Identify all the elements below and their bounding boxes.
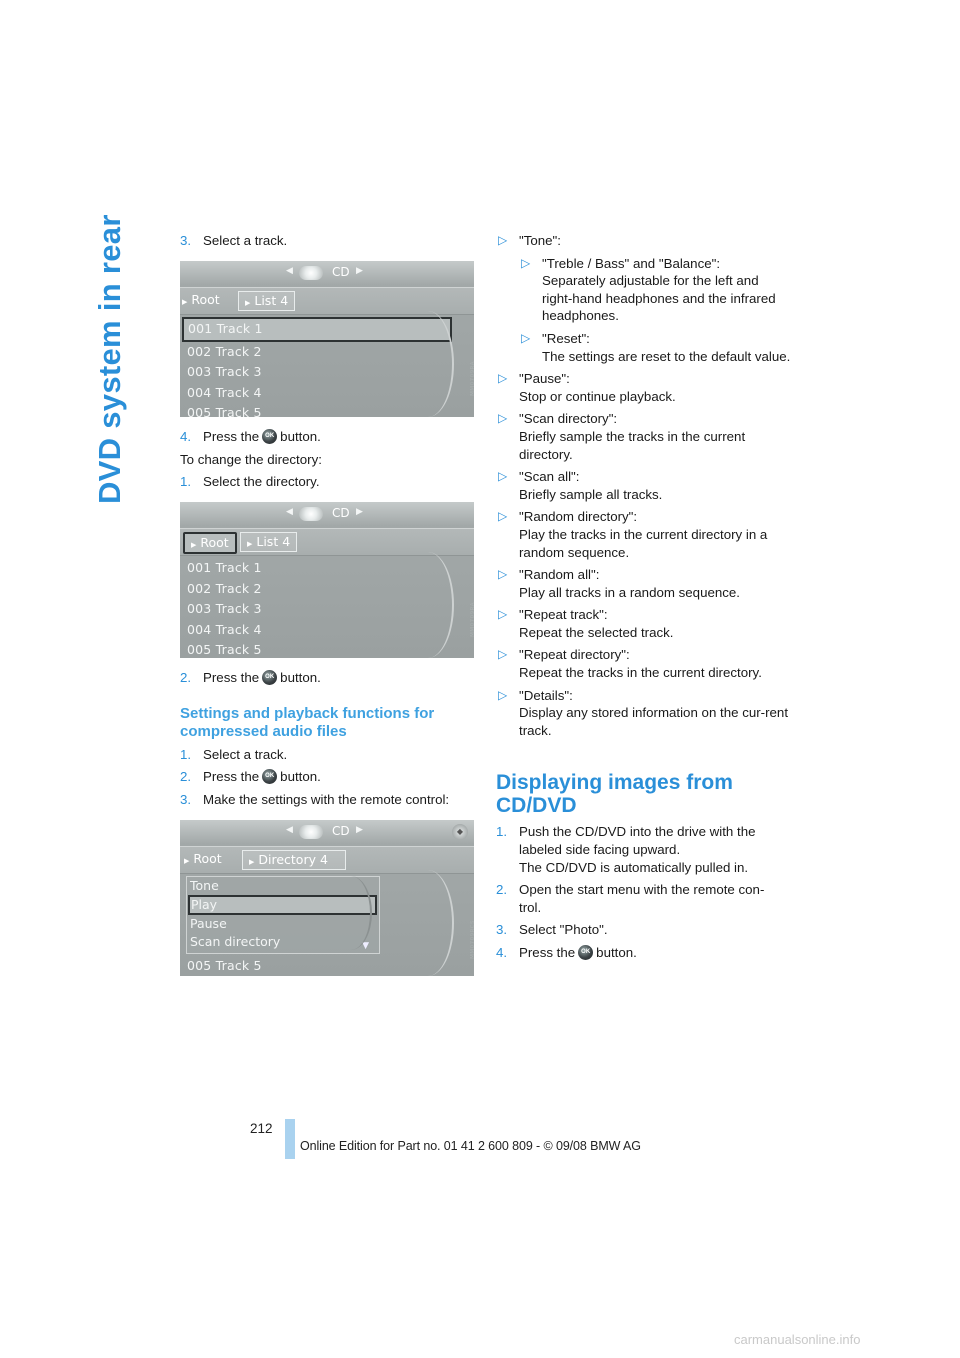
crumb-directory: ▶ Directory 4 <box>242 850 346 870</box>
caret-icon: ▶ <box>191 541 197 549</box>
option-text: The settings are reset to the default value. <box>542 348 791 364</box>
bullet-triangle-icon: ▷ <box>521 255 531 270</box>
option-item <box>496 566 792 601</box>
right-arrow-icon: ▶ <box>356 507 363 517</box>
option-text: Separately adjustable for the left and right-hand headphones and the infrared headphones. <box>542 273 776 324</box>
option-text: Play all tracks in a random sequence. <box>519 584 740 600</box>
bullet-triangle-icon: ▷ <box>498 411 508 426</box>
track-row: 004 Track 4 <box>187 621 262 637</box>
option-text: Briefly sample the tracks in the current directory. <box>519 428 746 462</box>
section-heading-line: Settings and playback functions for <box>180 704 435 722</box>
step-number: 3. <box>180 791 192 807</box>
track-row: 003 Track 3 <box>187 601 262 616</box>
crumb-list: ▶ List 4 <box>238 291 295 311</box>
track-row: 004 Track 4 <box>187 384 262 400</box>
crumb-root: ▶ Root <box>182 292 220 307</box>
image-code: MM0709RA <box>470 602 476 637</box>
edition-note: Online Edition for Part no. 01 41 2 600 809 - © 09/08 BMW AG <box>300 1139 641 1153</box>
step-number: 4. <box>180 429 192 444</box>
section-heading-line: CD/DVD <box>496 794 577 818</box>
option-text: Play the tracks in the current directory in a random sequence. <box>519 526 768 560</box>
right-arrow-icon: ▶ <box>356 266 363 276</box>
watermark: carmanualsonline.info <box>734 1332 861 1347</box>
track-row: 002 Track 2 <box>187 343 262 359</box>
step-item <box>180 746 476 764</box>
screenshot-directory-select <box>180 502 474 658</box>
menu-scroll-arc <box>330 876 372 950</box>
suboption <box>519 330 792 365</box>
left-column-bottom <box>180 669 476 808</box>
crumb-root-selected: ▶ Root <box>183 532 237 554</box>
step-text: Select "Photo". <box>519 922 608 938</box>
track-row: 003 Track 3 <box>187 364 262 379</box>
step-text: Press the <box>203 769 260 785</box>
option-title: "Tone": <box>519 233 561 248</box>
step-text: button. <box>280 769 321 785</box>
step-number: 3. <box>496 922 508 938</box>
bullet-triangle-icon: ▷ <box>498 233 508 247</box>
ok-button-icon <box>262 429 277 444</box>
step-text: Make the settings with the remote control: <box>203 791 450 807</box>
crumb-root: ▶ Root <box>184 851 222 866</box>
left-column-top <box>180 232 476 250</box>
step-text: button. <box>596 945 637 960</box>
left-arrow-icon: ◀ <box>286 266 293 276</box>
step-number: 1. <box>496 824 508 840</box>
menu-item-selected: Play <box>188 895 377 915</box>
step-text: trol. <box>519 899 542 915</box>
step-text: Select a track. <box>203 746 288 762</box>
side-section-title: DVD system in rear <box>92 214 127 504</box>
caret-icon: ▶ <box>249 858 255 866</box>
bullet-triangle-icon: ▷ <box>498 509 508 524</box>
ok-button-icon <box>262 670 277 685</box>
option-title: "Treble / Bass" and "Balance": <box>542 255 721 271</box>
left-arrow-icon: ◀ <box>286 507 293 517</box>
option-text: Repeat the selected track. <box>519 624 674 640</box>
step-text: Open the start menu with the remote con- <box>519 882 765 898</box>
step-number: 1. <box>180 474 192 490</box>
step-text: labeled side facing upward. <box>519 842 681 858</box>
step-text: button. <box>280 670 321 685</box>
step-text: The CD/DVD is automatically pulled in. <box>519 859 749 875</box>
scroll-arc <box>402 311 454 417</box>
screenshot-track-list <box>180 261 476 420</box>
track-row: 005 Track 5 <box>187 405 262 420</box>
option-item <box>496 606 792 641</box>
image-code: MM0709RA <box>470 361 476 396</box>
track-row: 005 Track 5 <box>187 642 262 657</box>
crumb-list: ▶ List 4 <box>240 532 297 552</box>
suboption <box>519 255 792 325</box>
option-tone <box>496 232 792 250</box>
option-text: Repeat the tracks in the current directory. <box>519 665 762 681</box>
image-code: MM0709RCS <box>470 920 476 959</box>
screen-source-label: CD <box>332 506 350 520</box>
cd-disc-icon <box>299 507 323 521</box>
step-item <box>496 881 792 916</box>
menu-item: Tone <box>190 878 219 893</box>
step-number: 2. <box>180 670 192 685</box>
navigation-icon: ◆ <box>452 824 468 840</box>
step-select-track <box>180 232 476 250</box>
scroll-arc <box>402 870 454 976</box>
option-item <box>496 508 792 561</box>
option-title: "Random all": <box>519 567 600 583</box>
ok-button-icon <box>578 945 593 960</box>
step-item <box>496 823 792 876</box>
option-text: Display any stored information on the cur-rent track. <box>519 705 789 738</box>
screen-source-label: CD <box>332 265 350 279</box>
screen-top-bar <box>180 820 474 844</box>
section-heading <box>496 771 792 817</box>
step-number: 4. <box>496 945 508 960</box>
menu-item: Scan directory <box>190 934 281 949</box>
caret-icon: ▶ <box>247 540 253 548</box>
left-arrow-icon: ◀ <box>286 825 293 835</box>
step-text: Press the <box>203 670 260 685</box>
screen-top-bar <box>180 502 474 526</box>
step-press-ok <box>180 428 476 446</box>
step-text: Push the CD/DVD into the drive with the <box>519 824 756 840</box>
option-title: "Scan directory": <box>519 411 618 427</box>
step-text: Press the <box>203 429 260 444</box>
option-text: Stop or continue playback. <box>519 388 676 404</box>
screen-source-label: CD <box>332 824 350 838</box>
footer-accent-bar <box>285 1119 295 1159</box>
option-title: "Details": <box>519 687 573 703</box>
right-column <box>496 232 792 962</box>
option-item <box>496 468 792 503</box>
option-item <box>496 370 792 405</box>
step-item <box>496 921 792 939</box>
option-item <box>496 687 792 740</box>
option-item <box>496 646 792 681</box>
caret-icon: ▶ <box>184 857 190 865</box>
caret-icon: ▶ <box>182 298 188 306</box>
track-row: 002 Track 2 <box>187 580 262 596</box>
step-item <box>180 768 476 786</box>
track-row: 001 Track 1 <box>187 560 262 575</box>
bullet-triangle-icon: ▷ <box>498 371 508 386</box>
step-text: Select the directory. <box>203 474 320 490</box>
option-text: Briefly sample all tracks. <box>519 486 663 502</box>
step-number: 1. <box>180 746 192 762</box>
option-title: "Random directory": <box>519 509 638 525</box>
section-heading-line: compressed audio files <box>180 722 347 740</box>
bullet-triangle-icon: ▷ <box>498 647 508 662</box>
cd-disc-icon <box>299 266 323 280</box>
section-heading-line: Displaying images from <box>496 771 733 795</box>
change-directory-text: To change the directory: <box>180 451 322 467</box>
option-title: "Scan all": <box>519 469 580 485</box>
bullet-triangle-icon: ▷ <box>498 607 508 622</box>
right-arrow-icon: ▶ <box>356 825 363 835</box>
ok-button-icon <box>262 769 277 784</box>
left-column-mid <box>180 428 476 491</box>
step-number: 2. <box>496 882 508 898</box>
menu-item: Pause <box>190 916 227 931</box>
step-text: button. <box>280 429 321 444</box>
option-title: "Pause": <box>519 371 570 387</box>
page-number: 212 <box>250 1121 273 1136</box>
track-row: 005 Track 5 <box>187 958 262 973</box>
step-item <box>180 791 476 809</box>
scroll-arc <box>402 552 454 658</box>
step-item <box>496 944 792 962</box>
bullet-triangle-icon: ▷ <box>521 330 531 345</box>
section-heading <box>180 705 476 741</box>
scroll-down-icon: ▼ <box>362 941 369 951</box>
bullet-triangle-icon: ▷ <box>498 687 508 702</box>
step-select-directory <box>180 473 476 491</box>
step-text: Select a track. <box>203 233 288 248</box>
caret-icon: ▶ <box>245 299 251 307</box>
option-title: "Reset": <box>542 330 590 346</box>
screenshot-settings-menu <box>180 820 474 976</box>
option-title: "Repeat directory": <box>519 647 630 663</box>
bullet-triangle-icon: ▷ <box>498 567 508 582</box>
step-number: 3. <box>180 233 192 248</box>
step-press-ok-2 <box>180 669 476 687</box>
track-row: 001 Track 1 <box>182 317 452 342</box>
cd-disc-icon <box>299 825 323 839</box>
step-text: Press the <box>519 945 576 960</box>
bullet-triangle-icon: ▷ <box>498 469 508 484</box>
step-number: 2. <box>180 769 192 785</box>
screen-top-bar <box>180 261 474 285</box>
option-item <box>496 410 792 463</box>
option-title: "Repeat track": <box>519 607 608 623</box>
tone-suboptions <box>496 255 792 366</box>
